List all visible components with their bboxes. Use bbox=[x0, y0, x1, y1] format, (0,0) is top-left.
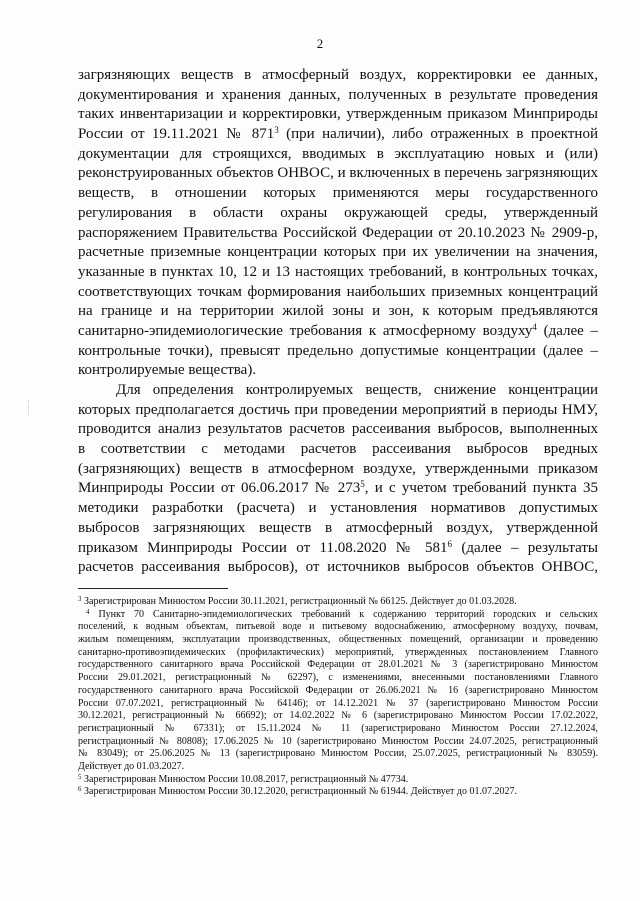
footnote-line bbox=[78, 774, 598, 787]
body-line-text: в соответствии с методами расчетов рассеивания выбросов вредных bbox=[78, 441, 598, 458]
body-line-text: Минприроды России от 06.06.2017 № 273 bbox=[78, 480, 361, 497]
footnote-line bbox=[78, 736, 598, 749]
body-line bbox=[78, 224, 598, 244]
body-line bbox=[78, 499, 598, 519]
footnote-text: № 83049); от 25.06.2025 № 13 (зарегистрировано Минюстом России, 25.07.2025, регистрационный № 83059). bbox=[78, 748, 598, 760]
body-line-text: таких инвентаризации и корректировки, утвержденным приказом Минприроды bbox=[78, 106, 598, 123]
body-line bbox=[78, 440, 598, 460]
body-line bbox=[78, 322, 598, 342]
body-line-text: регулирования в области охраны окружающей среды, утвержденный bbox=[78, 204, 598, 221]
body-line bbox=[78, 283, 598, 303]
body-line bbox=[78, 558, 598, 578]
footnote-line bbox=[78, 621, 598, 634]
body-line-text-after: (далее – результаты bbox=[452, 539, 598, 556]
body-line bbox=[78, 420, 598, 440]
body-line-text: веществ, в отношении которых применяются меры государственного bbox=[78, 185, 598, 202]
footnotes bbox=[78, 596, 598, 799]
footnote-line bbox=[78, 659, 598, 672]
footnote-text: регистрационный № 67331); от 15.11.2024 № 11 (зарегистрировано Минюстом России 27.12.2024, bbox=[78, 722, 598, 734]
body-line bbox=[78, 204, 598, 224]
body-line bbox=[78, 184, 598, 204]
footnote-line bbox=[78, 647, 598, 660]
body-line bbox=[78, 519, 598, 539]
body-line-text: указанные в пунктах 10, 12 и 13 настоящих требований, в контрольных точках, bbox=[78, 263, 598, 280]
footnote-text: санитарно-противоэпидемических (профилактических) мероприятий, утвержденных постановлением Главного bbox=[78, 646, 598, 658]
body-line bbox=[78, 66, 598, 86]
body-line bbox=[78, 381, 598, 401]
footnote-line bbox=[78, 710, 598, 723]
body-line bbox=[78, 243, 598, 263]
footnote-text: Зарегистрирован Минюстом России 30.12.2020, регистрационный № 61944. Действует до 01.07.2027. bbox=[81, 786, 517, 798]
margin-scan-mark bbox=[28, 400, 35, 416]
footnote-ref: 3 bbox=[274, 125, 279, 136]
body-line bbox=[78, 164, 598, 184]
footnote-ref: 6 bbox=[447, 538, 453, 549]
footnote-marker: 5 bbox=[78, 773, 82, 781]
body-line-text: распоряжением Правительства Российской Федерации от 20.10.2023 № 2909-р, bbox=[78, 224, 598, 241]
footnote-text: России 29.01.2021, регистрационный № 62297), с изменениями, внесенными постановлениями Главного bbox=[78, 672, 598, 684]
body-line bbox=[78, 263, 598, 283]
body-line bbox=[78, 460, 598, 480]
body-line-text-after: (при наличии), либо отраженных в проектной bbox=[278, 126, 598, 143]
footnote-text: России 07.07.2021, регистрационный № 64146); от 14.12.2021 № 37 (зарегистрировано Минюстом России bbox=[78, 697, 598, 709]
body-line-text: проводится анализ результатов расчетов рассеивания выбросов, выполненных bbox=[78, 421, 598, 438]
footnote-line bbox=[78, 761, 598, 774]
page-number: 2 bbox=[316, 36, 324, 51]
body-line bbox=[78, 539, 598, 559]
body-line-text: документирования и хранения данных, полученных в результате проведения bbox=[78, 86, 598, 103]
body-line-text: соответствующих точкам формирования наибольших приземных концентраций bbox=[78, 283, 598, 300]
body-line-text: России от 19.11.2021 № 871 bbox=[78, 126, 275, 143]
body-line bbox=[78, 86, 598, 106]
footnote-marker: 6 bbox=[78, 786, 82, 794]
body-line-text: приказом Минприроды России от 11.08.2020 № 581 bbox=[78, 539, 448, 556]
footnote-text: жилым помещениям, эксплуатации производственных, общественных помещений, организации и проведению bbox=[78, 634, 598, 646]
body-line-text: контрольные точки), превысят предельно допустимые концентрации (далее – bbox=[78, 342, 598, 359]
footnote-text: поселений, к водным объектам, питьевой воде и питьевому водоснабжению, атмосферному воздуху, почвам, bbox=[78, 621, 598, 633]
footnote-separator bbox=[78, 588, 228, 589]
body-line-text-after: (далее – bbox=[536, 322, 598, 339]
footnote-ref: 5 bbox=[360, 479, 365, 490]
body-line bbox=[78, 302, 598, 322]
footnote-text: регистрационный № 80808); 17.06.2025 № 10 (зарегистрировано Минюстом России 24.07.2025, регистрационный bbox=[78, 735, 598, 747]
body-line-text: на границе и на территории жилой зоны и зон, к которым предъявляются bbox=[78, 303, 598, 320]
body-line bbox=[78, 401, 598, 421]
body-line-text: документации для строящихся, вводимых в эксплуатацию новых и (или) bbox=[78, 145, 598, 162]
footnote-marker: 3 bbox=[78, 596, 82, 603]
footnote-text: Пункт 70 Санитарно-эпидемиологических требований к содержанию территорий городских и сельских bbox=[89, 608, 598, 620]
body-line bbox=[78, 125, 598, 145]
footnote-text: государственного санитарного врача Российской Федерации от 26.06.2021 № 16 (зарегистрировано Минюстом bbox=[78, 684, 598, 696]
body-line bbox=[78, 361, 598, 381]
footnote-line bbox=[78, 596, 598, 609]
body-line bbox=[78, 105, 598, 125]
main-text bbox=[78, 66, 598, 578]
footnote-line bbox=[78, 698, 598, 711]
body-line bbox=[78, 145, 598, 165]
footnote-text: Зарегистрирован Минюстом России 30.11.2021, регистрационный № 66125. Действует до 01.03.2028. bbox=[81, 596, 517, 607]
footnote-line bbox=[78, 685, 598, 698]
body-line-text: выбросов загрязняющих веществ в атмосферный воздух, утвержденной bbox=[78, 519, 598, 536]
footnote-line bbox=[78, 723, 598, 736]
footnote-line bbox=[78, 786, 598, 799]
body-line-text: реконструированных объектов ОНВОС, и включенных в перечень загрязняющих bbox=[78, 165, 598, 182]
body-line-text: расчетные приземные концентрации которых при их увеличении на значения, bbox=[78, 244, 598, 261]
body-line bbox=[78, 479, 598, 499]
body-line-text: методики разработки (расчета) и установления нормативов допустимых bbox=[78, 500, 598, 517]
body-line-text: (загрязняющих) веществ в атмосферном воздухе, утвержденными приказом bbox=[78, 460, 598, 477]
body-line-text: Для определения контролируемых веществ, снижение концентрации bbox=[116, 382, 598, 398]
footnote-text: государственного санитарного врача Российской Федерации от 28.01.2021 № 3 (зарегистрировано Минюстом bbox=[78, 659, 598, 671]
footnote-text: 30.12.2021, регистрационный № 66692); от 14.02.2022 № 6 (зарегистрировано Минюстом России 17.02.2022, bbox=[78, 710, 598, 722]
body-line bbox=[78, 342, 598, 362]
footnote-marker: 4 bbox=[86, 608, 90, 616]
footnote-line bbox=[78, 609, 598, 622]
footnote-text: Действует до 01.03.2027. bbox=[78, 760, 185, 772]
footnote-line bbox=[78, 672, 598, 685]
body-line-text: санитарно-эпидемиологические требования к атмосферному воздуху bbox=[78, 322, 533, 339]
body-line-text-after: , и с учетом требований пункта 35 bbox=[364, 480, 598, 497]
body-line-text: загрязняющих веществ в атмосферный воздух, корректировки ее данных, bbox=[78, 67, 598, 83]
footnote-ref: 4 bbox=[532, 321, 537, 332]
body-line-text: контролируемые вещества). bbox=[78, 362, 257, 379]
footnote-line bbox=[78, 634, 598, 647]
footnote-line bbox=[78, 748, 598, 761]
body-line-text: расчетов рассеивания выбросов), от источников выбросов объектов ОНВОС, bbox=[78, 559, 598, 576]
body-line-text: которых предполагается достичь при проведении мероприятий в периоды НМУ, bbox=[78, 401, 598, 418]
footnote-text: Зарегистрирован Минюстом России 10.08.2017, регистрационный № 47734. bbox=[81, 773, 409, 785]
